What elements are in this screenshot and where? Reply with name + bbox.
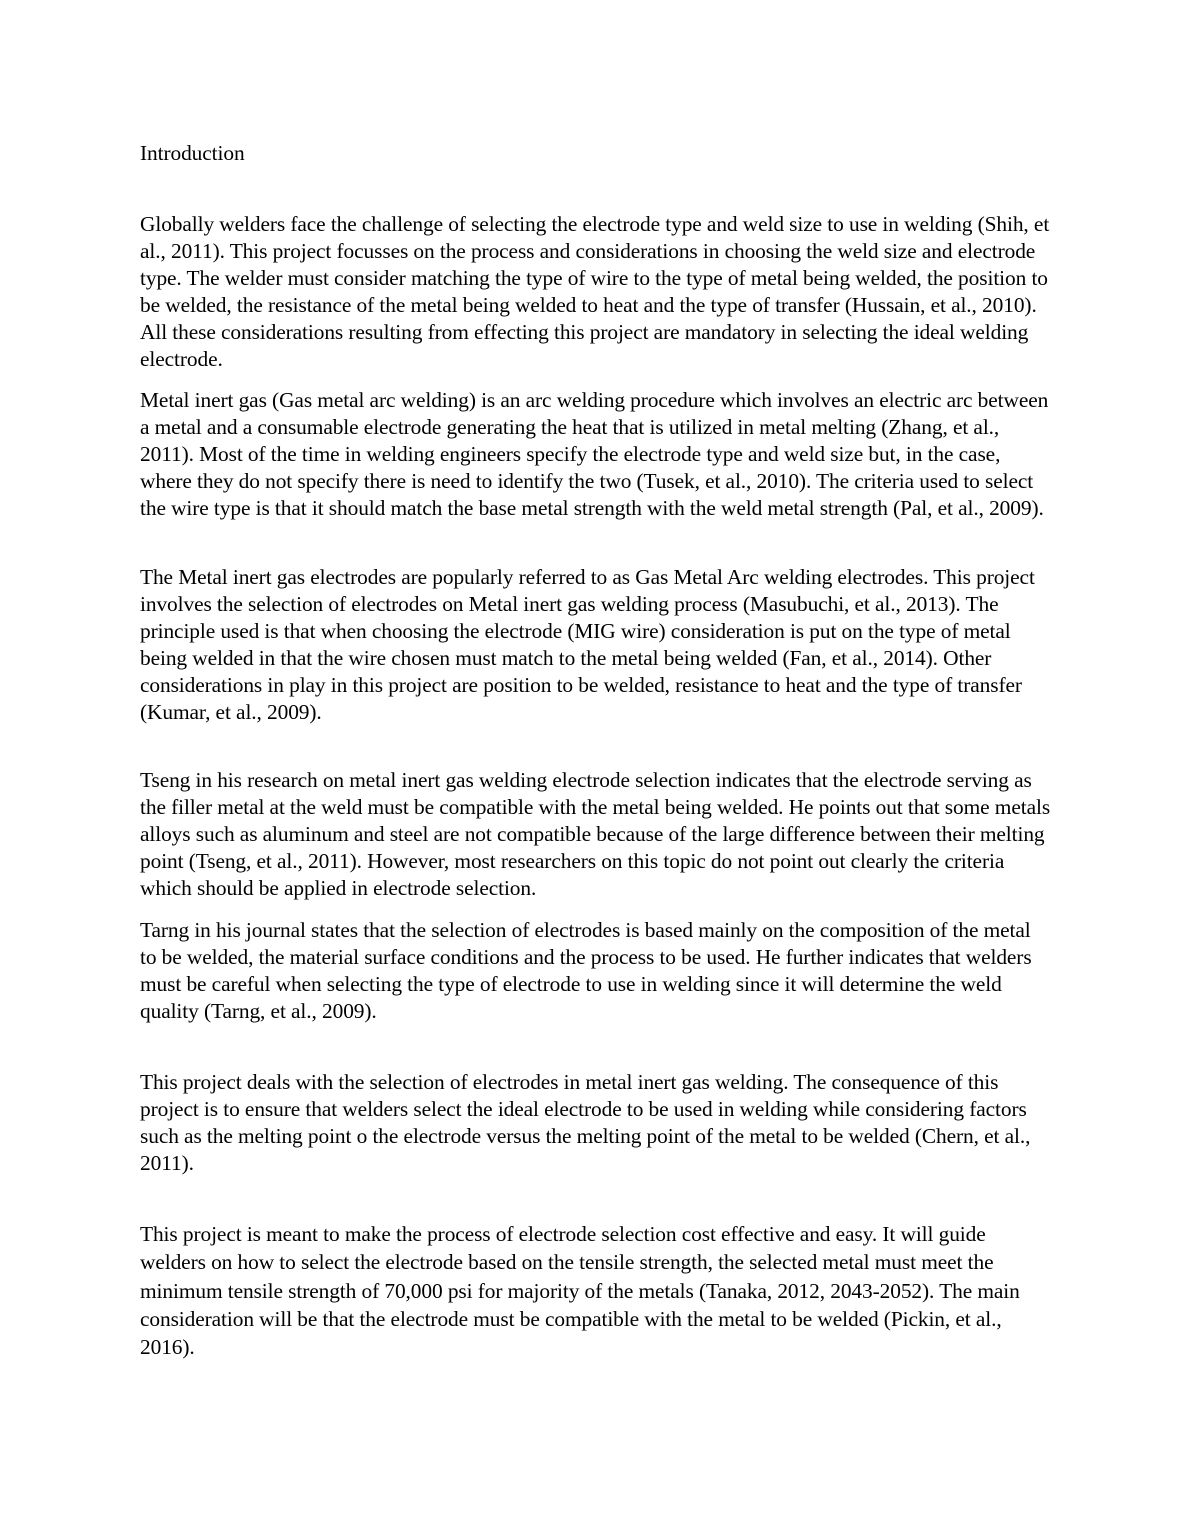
section-heading: Introduction [140, 141, 245, 165]
paragraph-1: Globally welders face the challenge of selecting the electrode type and weld size to use in welding (Shih, et al., 2011). This project focusses on the process and considerations in choosing the weld size and electrode type. The welder must consider matching the type of wire to the type of metal being welded, the position to be welded, the resistance of the metal being welded to heat and the type of transfer (Hussain, et al., 2010). All these considerations resulting from effecting this project are mandatory in selecting the ideal welding electrode. [140, 212, 1050, 371]
paragraph-3: The Metal inert gas electrodes are popularly referred to as Gas Metal Arc welding electrodes. This project involves the selection of electrodes on Metal inert gas welding process (Masubuchi, et al., 2013). The principle used is that when choosing the electrode (MIG wire) consideration is put on the type of metal being welded in that the wire chosen must match to the metal being welded (Fan, et al., 2014). Other considerations in play in this project are position to be welded, resistance to heat and the type of transfer (Kumar, et al., 2009). [140, 565, 1035, 724]
paragraph-5: Tarng in his journal states that the selection of electrodes is based mainly on the composition of the metal to be welded, the material surface conditions and the process to be used. He further indicates that welders must be careful when selecting the type of electrode to use in welding since it will determine the weld quality (Tarng, et al., 2009). [140, 918, 1032, 1023]
paragraph-6: This project deals with the selection of electrodes in metal inert gas welding. The consequence of this project is to ensure that welders select the ideal electrode to be used in welding while considering factors such as the melting point o the electrode versus the melting point of the metal to be welded (Chern, et al., 2011). [140, 1070, 1031, 1175]
paragraph-4: Tseng in his research on metal inert gas welding electrode selection indicates that the electrode serving as the filler metal at the weld must be compatible with the metal being welded. He points out that some metals alloys such as aluminum and steel are not compatible because of the large difference between their melting point (Tseng, et al., 2011). However, most researchers on this topic do not point out clearly the criteria which should be applied in electrode selection. [140, 768, 1051, 900]
paragraph-7: This project is meant to make the process of electrode selection cost effective and easy. It will guide welders on how to select the electrode based on the tensile strength, the selected metal must meet the minimum tensile strength of 70,000 psi for majority of the metals (Tanaka, 2012, 2043-2052). The main consideration will be that the electrode must be compatible with the metal to be welded (Pickin, et al., 2016). [140, 1222, 1020, 1360]
paragraph-2: Metal inert gas (Gas metal arc welding) is an arc welding procedure which involves an electric arc between a metal and a consumable electrode generating the heat that is utilized in metal melting (Zhang, et al., 2011). Most of the time in welding engineers specify the electrode type and weld size but, in the case, where they do not specify there is need to identify the two (Tusek, et al., 2010). The criteria used to select the wire type is that it should match the base metal strength with the weld metal strength (Pal, et al., 2009). [140, 388, 1049, 520]
